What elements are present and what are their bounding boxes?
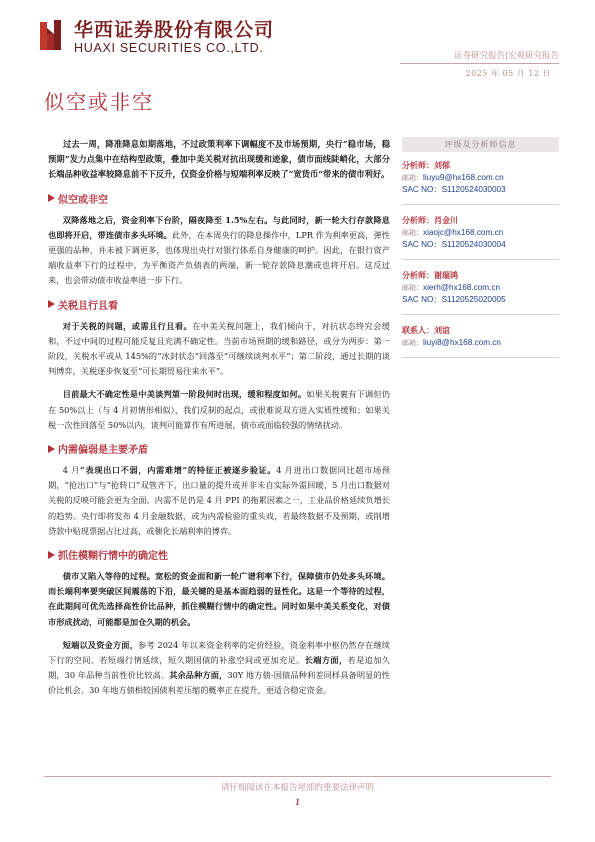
analyst-email-link[interactable]: xiaojc@hx168.com.cn: [423, 228, 504, 237]
bold-lead: 债市又陷入等待的过程。宽松的资金面和新一轮广谱利率下行，保障债市仍处多头环境。而长端利率要突破区间震荡的下沿，最关键的是基本面趋弱的显性化。这是一个等待的过程，在此期间可优先选择高性价比品种，抓住模糊行情中的确定性。同时如果中美关系变化，对债市形成扰动，可能都是加仓久期的机会。: [48, 571, 390, 627]
bold-lead: “表现出口不弱，内需难增”的特征正被逐步验证。: [80, 465, 277, 476]
analyst-email-row: [402, 172, 559, 184]
bold-lead: 其余品种方面，: [169, 670, 228, 681]
analyst-card: [402, 213, 559, 260]
huaxi-logo-icon: [38, 18, 66, 52]
analyst-sac-row: [402, 239, 559, 251]
bold-lead: 长端方面，: [304, 655, 348, 666]
triangle-bullet-icon: [48, 551, 55, 559]
triangle-bullet-icon: [48, 300, 55, 308]
section-title: 关税且行且看: [58, 300, 118, 312]
legal-notice: 请仔细阅读在本报告尾部的重要法律声明: [220, 783, 374, 793]
analyst-email-row: [402, 227, 559, 239]
body-paragraph: [48, 463, 390, 539]
paragraph-lead: 4 月: [62, 465, 81, 476]
sac-label: SAC NO：: [402, 185, 442, 194]
contact-name: 联系人：刘谊: [402, 325, 450, 335]
section-heading: [48, 297, 390, 312]
paragraph-text: 此外，在本周央行的降息操作中，LPR 作为利率更高，弹性更强的品种，并未被下调更多，也体现出央行对银行体系自身健康的呵护。因此，在银行资产端收益率下行的过程中，为平衡资产负债表的两端，新一轮存款降息潮或也将开启。这反过来，也会带动债市收益率进一步下行。: [48, 229, 390, 286]
company-name-en: HUAXI SECURITIES CO.,LTD.: [74, 41, 264, 55]
paragraph-text: 参考 2024 年以来资金利率的定价经验，资金利率中枢仍然存在继续下行的空间。若短端行情延续，短久期国债的补涨空间或更加充足。: [48, 639, 390, 666]
contact-email-row: [402, 337, 559, 349]
summary-paragraph: 过去一周，降准降息如期落地，不过政策利率下调幅度不及市场预期，央行“稳市场，稳预期”发力点集中在结构型政策，叠加中美关税对抗出现缓和迹象，债市面线陡峭化，大部分长端品种收益率较降息前不下反升，仅资金价格与短端利率反映了“宽货币”带来的债市利好。: [48, 139, 390, 180]
analyst-name: 分析师：刘郁: [402, 160, 450, 170]
email-label: 邮箱：: [402, 339, 423, 347]
analyst-name: 分析师：肖金川: [402, 215, 458, 225]
body-paragraph: [48, 638, 390, 699]
contact-card: [402, 323, 559, 358]
report-date: 2025 年 05 月 12 日: [465, 69, 551, 78]
page-number: 1: [295, 797, 300, 807]
analyst-card: [402, 158, 559, 205]
company-name-cn: 华西证券股份有限公司: [74, 19, 275, 41]
paragraph-text: 若是追加久期，30 年品种当前性价比较高。: [48, 655, 390, 681]
sac-number: S1120524030003: [441, 185, 506, 194]
section-title: 内需偏弱是主要矛盾: [58, 445, 148, 457]
paragraph-text: 如果关税裹有下调但仍在 50%以上（与 4 月初情形相似），我们反制的起点，或很难说双方进入实质性缓和；如果关税一次性回落至 50%以内，谈判可能算作有所进展，债市或面临较强的情绪扰动。: [48, 389, 390, 430]
body-paragraph: [48, 213, 390, 289]
analyst-sac-row: [402, 294, 559, 306]
paragraph-text: 4 月进出口数据同比超市场预期，“抢出口”与“抢转口”双管齐下，出口量的提升或并非未自实际外需回暖，5 月出口数据对关税的反映可能会更为全面。内需不足仍是 4 月 PPI 的拖累因素之一，工业品价格延续负增长的趋势。央行即将发布 4 月金融数据，或为内需检验的重头戏，若最终数据不及预期，或削增贷款中贴现票据占比过高，或催化长端利率的博弈。: [48, 465, 391, 536]
page-title: 似空或非空: [44, 90, 154, 114]
report-type: 证券研究报告|宏观研究报告: [454, 51, 559, 61]
bold-lead: 短端以及资金方面，: [62, 639, 139, 650]
footer-divider: [44, 776, 551, 777]
sac-label: SAC NO：: [402, 240, 442, 249]
section-heading: [48, 191, 390, 206]
sac-label: SAC NO：: [402, 295, 442, 304]
triangle-bullet-icon: [48, 194, 55, 202]
analyst-email-link[interactable]: xierh@hx168.com.cn: [423, 283, 501, 292]
analyst-sidebar: [402, 137, 559, 366]
bold-lead: 对于关税的问题，或需且行且看。: [62, 320, 193, 331]
header-divider: [400, 63, 559, 64]
triangle-bullet-icon: [48, 445, 55, 453]
paragraph-text: 在中美关税问题上，我们倾向于，对抗状态终究会缓和，不过中间的过程可能反复且充满不确定性。当前市场预期的缓和路径，或分为两步：第一阶段，关税水平或从 145%的“冰封状态”回落至“可继续谈判水平”；第二阶段，通过长期的谈判博弈，关税逐步恢复至“可长期贸易往来水平”。: [48, 320, 390, 377]
body-paragraph: [48, 387, 390, 433]
analyst-name: 分析师：谢瑞鸿: [402, 270, 458, 280]
analyst-email-row: [402, 282, 559, 294]
section-heading: [48, 441, 390, 456]
sac-number: S1120525020005: [441, 295, 506, 304]
section-heading: [48, 547, 390, 562]
sidebar-heading: 评级及分析师信息: [402, 137, 559, 152]
body-paragraph: [48, 319, 390, 380]
contact-email-link[interactable]: liuyi8@hx168.com.cn: [423, 338, 501, 347]
email-label: 邮箱：: [402, 284, 423, 292]
email-label: 邮箱：: [402, 229, 423, 237]
bold-lead: 目前最大不确定性是中美谈判第一阶段何时出现，缓和程度如何。: [62, 389, 307, 400]
analyst-card: [402, 268, 559, 315]
email-label: 邮箱：: [402, 174, 423, 182]
main-content: [48, 137, 390, 707]
paragraph-text: 30Y 地方债-国债品种利差同样具备明显的性价比机会。30 年地方债相较国债利差压缩的概率正在提升，更适合稳定资金。: [48, 670, 390, 696]
bold-lead: 双降落地之后，资金利率下台阶，隔夜降至 1.5%左右。与此同时，新一轮大行存款降息也即将开启，带连债市多头环境。: [48, 214, 390, 240]
analyst-email-link[interactable]: liuyu9@hx168.com.cn: [423, 173, 504, 182]
analyst-sac-row: [402, 184, 559, 196]
section-title: 抓住模糊行情中的确定性: [58, 551, 168, 563]
body-paragraph: [48, 569, 390, 630]
sac-number: S1120524030004: [441, 240, 506, 249]
section-title: 似空或非空: [58, 194, 108, 206]
